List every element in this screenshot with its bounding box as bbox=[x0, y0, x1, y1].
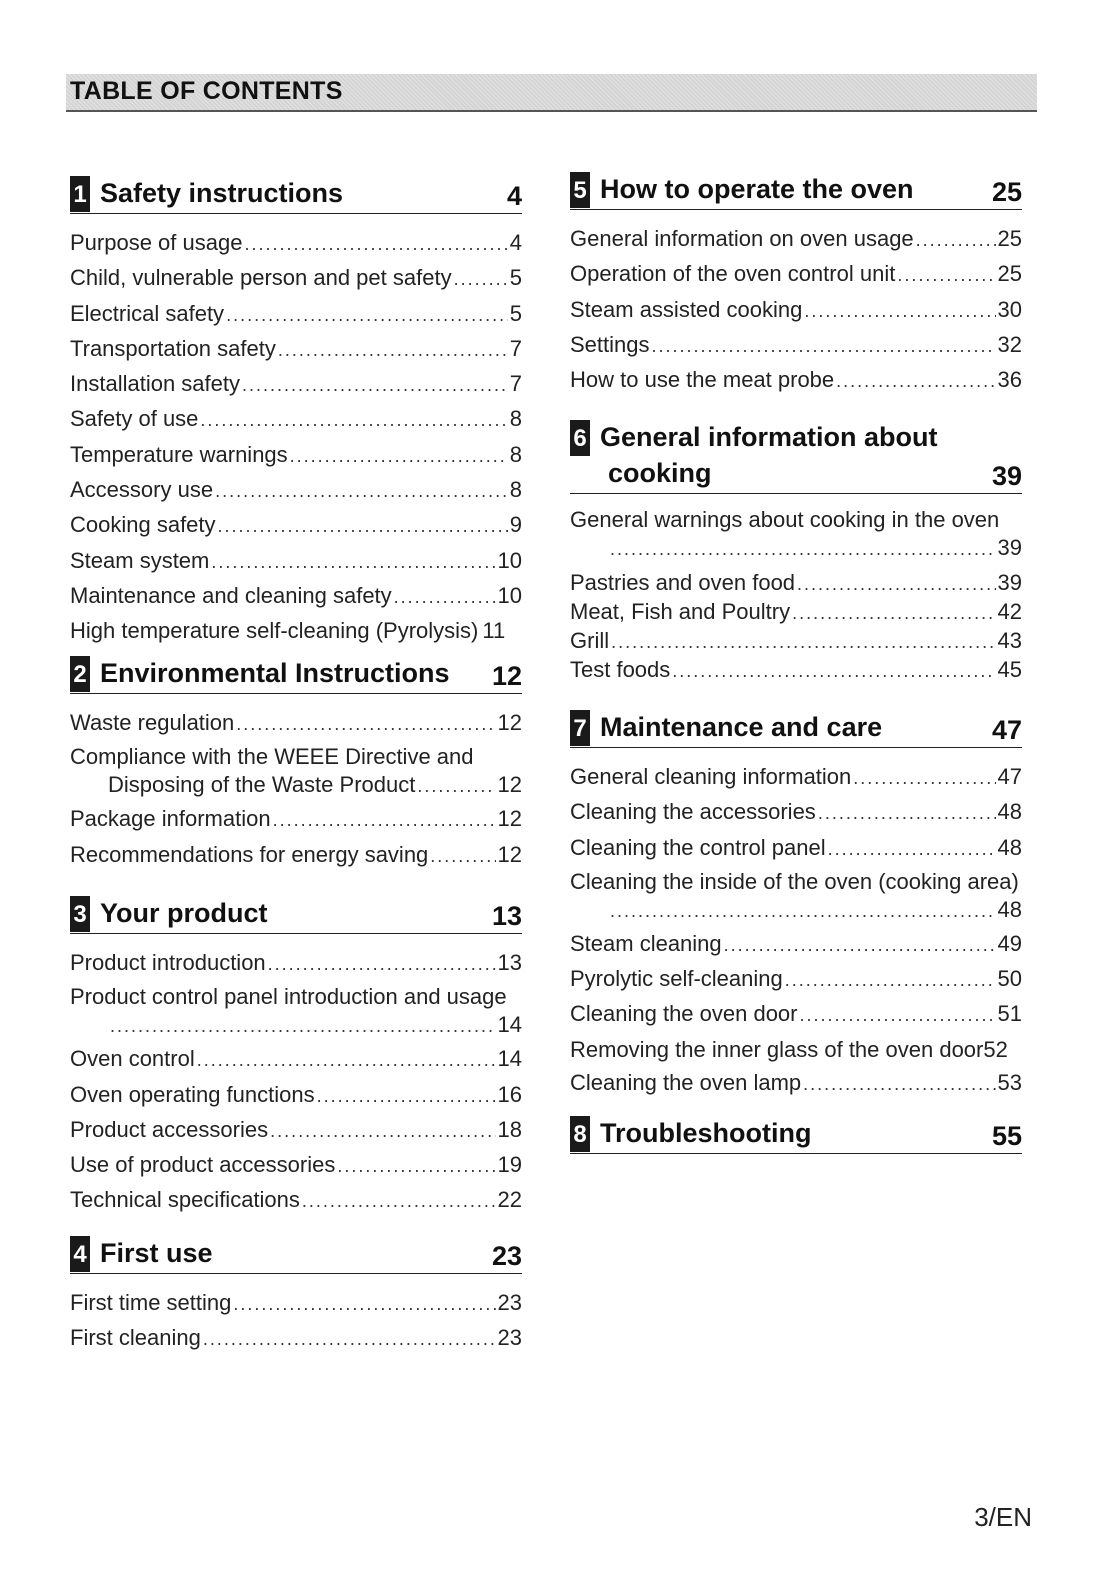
section-page: 12 bbox=[491, 661, 522, 691]
toc-entry[interactable] bbox=[70, 1183, 522, 1218]
entry-page: 49 bbox=[997, 930, 1022, 956]
entry-page: 8 bbox=[509, 406, 522, 432]
entry-page: 13 bbox=[497, 950, 522, 975]
entry-page: 9 bbox=[509, 512, 522, 538]
entry-label: Pyrolytic self-cleaning bbox=[570, 966, 783, 992]
toc-entry[interactable] bbox=[570, 293, 1022, 328]
toc-entry[interactable] bbox=[70, 983, 522, 1040]
entry-label: Recommendations for energy saving bbox=[70, 841, 429, 867]
toc-header-bar bbox=[66, 74, 1037, 112]
entry-page: 11 bbox=[482, 618, 506, 644]
section-title: Troubleshooting bbox=[600, 1118, 812, 1148]
section-title: Maintenance and care bbox=[600, 712, 883, 742]
section-title: Your product bbox=[100, 898, 268, 928]
section-number: 2 bbox=[70, 656, 90, 692]
toc-entry[interactable] bbox=[70, 706, 522, 741]
entry-label: Steam system bbox=[70, 547, 210, 573]
section-heading[interactable] bbox=[570, 172, 1022, 210]
section-number: 1 bbox=[70, 176, 90, 212]
entry-page: 52 bbox=[983, 1036, 1008, 1062]
toc-entry[interactable] bbox=[570, 363, 1022, 398]
entry-label: Oven control bbox=[70, 1046, 195, 1072]
toc-entry[interactable] bbox=[70, 261, 522, 296]
section-heading[interactable] bbox=[570, 1116, 1022, 1154]
entry-page: 18 bbox=[497, 1116, 522, 1142]
section-title-continued: cooking bbox=[608, 458, 712, 488]
toc-entry[interactable] bbox=[570, 222, 1022, 257]
toc-entry[interactable] bbox=[570, 760, 1022, 795]
entry-label: Product control panel introduction and usage bbox=[70, 984, 507, 1010]
toc-entry[interactable] bbox=[570, 257, 1022, 292]
entry-label: Package information bbox=[70, 806, 271, 832]
toc-entry[interactable] bbox=[570, 962, 1022, 997]
entry-list bbox=[70, 946, 522, 1219]
toc-entry[interactable] bbox=[70, 946, 522, 981]
entry-list bbox=[70, 1286, 522, 1357]
section-1 bbox=[70, 176, 522, 648]
section-title: First use bbox=[100, 1238, 213, 1268]
entry-label: High temperature self-cleaning (Pyrolysis) bbox=[70, 618, 479, 644]
section-page: 55 bbox=[991, 1121, 1022, 1151]
section-number: 3 bbox=[70, 896, 90, 932]
entry-list bbox=[570, 760, 1022, 1101]
entry-label: Operation of the oven control unit bbox=[570, 261, 896, 287]
entry-page: 48 bbox=[997, 834, 1022, 860]
entry-label: Safety of use bbox=[70, 406, 199, 432]
toc-entry[interactable] bbox=[70, 1148, 522, 1183]
entry-page: 23 bbox=[497, 1290, 522, 1315]
entry-label: Cooking safety bbox=[70, 512, 216, 538]
toc-entry[interactable] bbox=[570, 569, 1022, 598]
entry-label: Pastries and oven food bbox=[570, 570, 796, 595]
entry-page: 16 bbox=[497, 1081, 522, 1107]
toc-entry[interactable] bbox=[570, 868, 1022, 925]
entry-page: 39 bbox=[997, 570, 1022, 595]
section-number: 7 bbox=[570, 710, 590, 746]
entry-label: General warnings about cooking in the oven bbox=[570, 507, 1000, 532]
section-number: 4 bbox=[70, 1236, 90, 1272]
entry-page: 47 bbox=[997, 764, 1022, 789]
entry-page: 36 bbox=[997, 367, 1022, 393]
section-8 bbox=[570, 1116, 1022, 1154]
toc-entry[interactable] bbox=[70, 1286, 522, 1321]
section-page: 25 bbox=[991, 177, 1022, 207]
entry-label: Cleaning the accessories bbox=[570, 799, 816, 825]
page-title: TABLE OF CONTENTS bbox=[70, 77, 343, 105]
entry-page: 12 bbox=[497, 806, 522, 832]
entry-label: Cleaning the oven door bbox=[570, 1001, 798, 1027]
section-title: Environmental Instructions bbox=[100, 658, 450, 688]
toc-entry[interactable] bbox=[70, 614, 522, 647]
entry-page: 5 bbox=[509, 300, 522, 326]
entry-page: 25 bbox=[997, 226, 1022, 251]
entry-page: 43 bbox=[997, 628, 1022, 653]
section-page: 13 bbox=[491, 901, 522, 931]
section-heading[interactable] bbox=[70, 176, 522, 214]
entry-label: Electrical safety bbox=[70, 300, 225, 326]
section-title: Safety instructions bbox=[100, 178, 344, 208]
entry-label: First time setting bbox=[70, 1290, 232, 1315]
toc-entry[interactable] bbox=[70, 367, 522, 402]
toc-entry[interactable] bbox=[70, 508, 522, 543]
toc-entry[interactable] bbox=[70, 1321, 522, 1356]
section-number: 8 bbox=[570, 1116, 590, 1152]
section-heading[interactable] bbox=[70, 656, 522, 694]
entry-page: 45 bbox=[997, 657, 1022, 682]
toc-entry[interactable] bbox=[70, 473, 522, 508]
entry-page: 10 bbox=[497, 582, 522, 608]
entry-page: 14 bbox=[497, 1046, 522, 1072]
entry-label: Steam assisted cooking bbox=[570, 296, 803, 322]
toc-entry[interactable] bbox=[570, 1066, 1022, 1101]
entry-page: 42 bbox=[997, 599, 1022, 624]
entry-page: 53 bbox=[997, 1070, 1022, 1096]
section-page: 23 bbox=[491, 1241, 522, 1271]
toc-entry[interactable] bbox=[70, 438, 522, 473]
entry-page: 12 bbox=[497, 772, 522, 798]
entry-label: Oven operating functions bbox=[70, 1081, 315, 1107]
section-heading[interactable] bbox=[570, 420, 1022, 494]
entry-page: 50 bbox=[997, 966, 1022, 992]
entry-list bbox=[570, 506, 1022, 685]
entry-page: 12 bbox=[497, 710, 522, 735]
entry-list bbox=[570, 222, 1022, 398]
toc-entry[interactable] bbox=[570, 1033, 1022, 1066]
toc-entry[interactable] bbox=[70, 297, 522, 332]
entry-label: Removing the inner glass of the oven door bbox=[570, 1036, 984, 1062]
section-page: 4 bbox=[506, 181, 522, 211]
toc-entry[interactable] bbox=[570, 927, 1022, 962]
entry-page: 4 bbox=[509, 230, 522, 255]
entry-label: Test foods bbox=[570, 657, 671, 682]
toc-entry[interactable] bbox=[70, 838, 522, 873]
section-number: 5 bbox=[570, 172, 590, 208]
entry-label: Use of product accessories bbox=[70, 1152, 336, 1178]
entry-page: 10 bbox=[497, 547, 522, 573]
entry-label: General cleaning information bbox=[570, 764, 852, 789]
entry-page: 32 bbox=[997, 331, 1022, 357]
entry-page: 39 bbox=[997, 535, 1022, 560]
entry-page: 8 bbox=[509, 477, 522, 503]
entry-label: Purpose of usage bbox=[70, 230, 243, 255]
toc-entry[interactable] bbox=[570, 506, 1022, 563]
entry-label: Waste regulation bbox=[70, 710, 235, 735]
entry-page: 7 bbox=[509, 335, 522, 361]
section-page: 39 bbox=[991, 461, 1022, 491]
page-number: 3/EN bbox=[974, 1502, 1032, 1532]
entry-label: Child, vulnerable person and pet safety bbox=[70, 265, 452, 291]
entry-page: 30 bbox=[997, 296, 1022, 322]
section-heading[interactable] bbox=[70, 1236, 522, 1274]
section-heading[interactable] bbox=[570, 710, 1022, 748]
entry-label: Cleaning the oven lamp bbox=[570, 1070, 802, 1096]
toc-entry[interactable] bbox=[570, 627, 1022, 656]
section-title: General information about bbox=[600, 422, 938, 452]
entry-page: 12 bbox=[497, 841, 522, 867]
entry-page: 5 bbox=[509, 265, 522, 291]
toc-entry[interactable] bbox=[570, 656, 1022, 685]
entry-page: 23 bbox=[497, 1325, 522, 1351]
toc-entry[interactable] bbox=[70, 226, 522, 261]
section-page: 47 bbox=[991, 715, 1022, 745]
toc-entry[interactable] bbox=[70, 1042, 522, 1077]
section-heading[interactable] bbox=[70, 896, 522, 934]
entry-page: 19 bbox=[497, 1152, 522, 1178]
entry-label: Settings bbox=[570, 331, 650, 357]
entry-label: First cleaning bbox=[70, 1325, 201, 1351]
entry-page: 22 bbox=[497, 1187, 522, 1213]
entry-label: Product introduction bbox=[70, 950, 266, 975]
toc-entry[interactable] bbox=[70, 544, 522, 579]
toc-entry[interactable] bbox=[70, 1078, 522, 1113]
entry-label: How to use the meat probe bbox=[570, 367, 835, 393]
entry-label: Technical specifications bbox=[70, 1187, 300, 1213]
toc-entry[interactable] bbox=[70, 579, 522, 614]
toc-entry[interactable] bbox=[570, 997, 1022, 1032]
entry-label: Installation safety bbox=[70, 371, 240, 397]
entry-page: 25 bbox=[997, 261, 1022, 287]
entry-label-continued: Disposing of the Waste Product bbox=[108, 772, 416, 798]
section-number: 6 bbox=[570, 420, 590, 456]
toc-entry[interactable] bbox=[570, 795, 1022, 830]
section-6 bbox=[570, 420, 1022, 685]
section-2 bbox=[70, 656, 522, 873]
entry-page: 48 bbox=[997, 799, 1022, 825]
entry-label: Maintenance and cleaning safety bbox=[70, 582, 392, 608]
entry-page: 7 bbox=[509, 371, 522, 397]
entry-list bbox=[70, 706, 522, 873]
entry-label: Meat, Fish and Poultry bbox=[570, 599, 791, 624]
section-title: How to operate the oven bbox=[600, 174, 914, 204]
entry-label: Accessory use bbox=[70, 477, 214, 503]
toc-entry[interactable] bbox=[570, 598, 1022, 627]
toc-entry[interactable] bbox=[70, 802, 522, 837]
entry-list bbox=[70, 226, 522, 648]
section-7 bbox=[570, 710, 1022, 1101]
section-4 bbox=[70, 1236, 522, 1357]
entry-label: Grill bbox=[570, 628, 610, 653]
toc-entry[interactable] bbox=[70, 332, 522, 367]
entry-label: Cleaning the control panel bbox=[570, 834, 826, 860]
entry-label: General information on oven usage bbox=[570, 226, 914, 251]
toc-entry[interactable] bbox=[70, 743, 522, 800]
entry-label: Cleaning the inside of the oven (cooking area) bbox=[570, 868, 1019, 894]
toc-entry[interactable] bbox=[570, 328, 1022, 363]
section-5 bbox=[570, 172, 1022, 398]
entry-label: Temperature warnings bbox=[70, 441, 288, 467]
entry-page: 8 bbox=[509, 441, 522, 467]
entry-page: 14 bbox=[497, 1012, 522, 1038]
entry-label: Product accessories bbox=[70, 1116, 269, 1142]
toc-entry[interactable] bbox=[70, 1113, 522, 1148]
section-3 bbox=[70, 896, 522, 1219]
entry-label: Compliance with the WEEE Directive and bbox=[70, 744, 474, 770]
entry-page: 51 bbox=[997, 1001, 1022, 1027]
entry-label: Transportation safety bbox=[70, 335, 276, 361]
toc-entry[interactable] bbox=[70, 402, 522, 437]
entry-label: Steam cleaning bbox=[570, 930, 722, 956]
entry-page: 48 bbox=[997, 896, 1022, 922]
toc-entry[interactable] bbox=[570, 831, 1022, 866]
